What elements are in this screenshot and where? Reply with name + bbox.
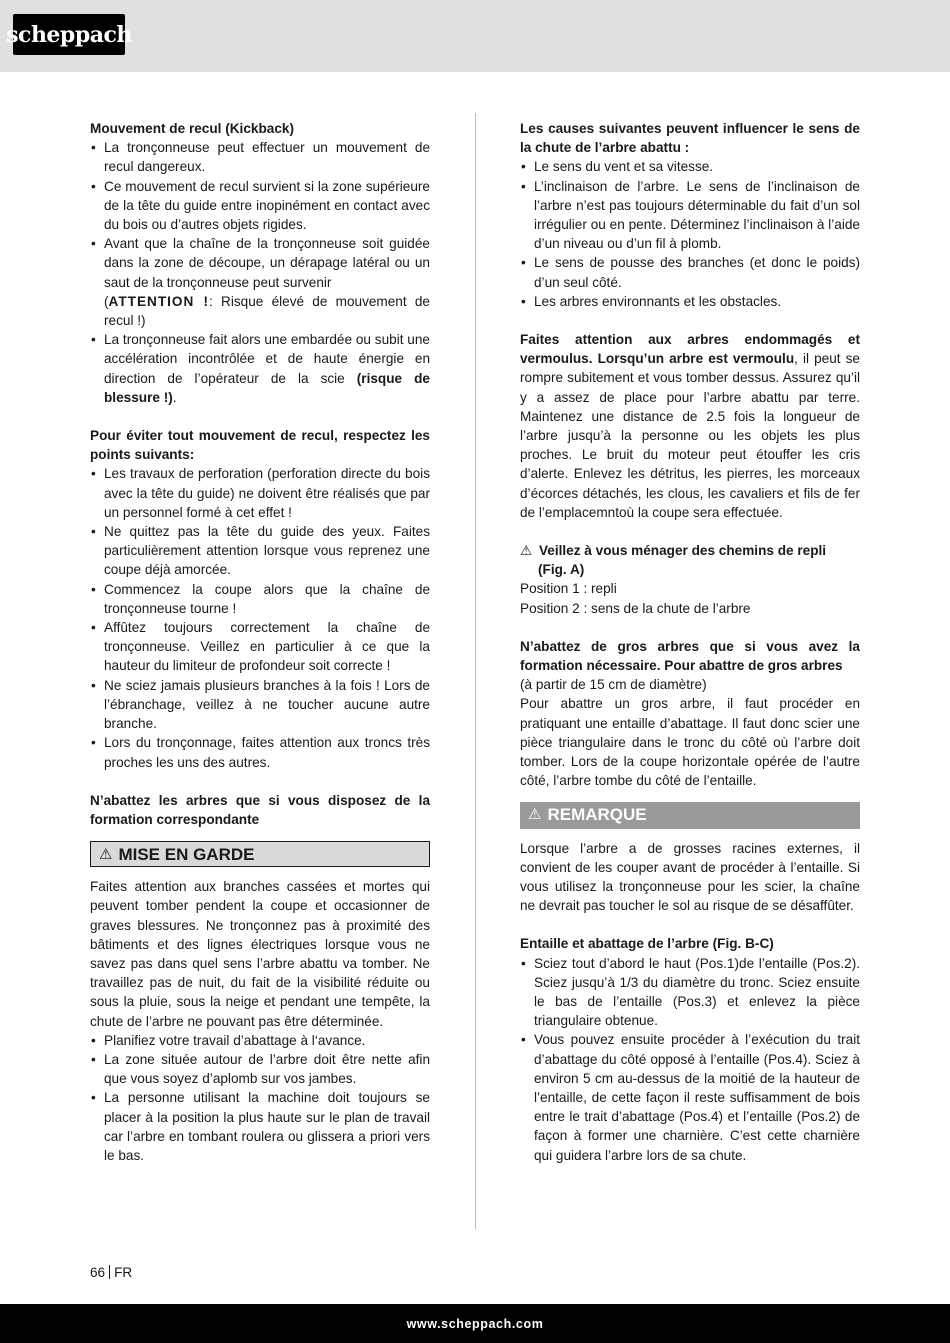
big-trees-subheading: (à partir de 15 cm de diamètre) <box>520 677 707 693</box>
note-box <box>520 802 860 829</box>
big-trees-text: Pour abattre un gros arbre, il faut procéder en pratiquant une entaille d’abattage. Il faut donc scier une pièce triangulaire dans le tronc du côté où l’arbre doit tomber. Lors de la coupe horizontale opérée de l’autre côté, l’arbre tombe du côté de l’entaille. <box>520 696 860 789</box>
list-item: • Lors du tronçonnage, faites attention aux troncs très proches les uns des autres. <box>90 733 430 771</box>
list-item: • Ne sciez jamais plusieurs branches à la fois ! Lors de l’ébranchage, veillez à ne toucher aucune autre branche. <box>90 676 430 734</box>
page-number: 66 <box>90 1265 106 1280</box>
column-divider <box>475 113 476 1230</box>
list-item: • Le sens de pousse des branches (et donc le poids) d’un seul côté. <box>520 253 860 291</box>
notch-felling-heading: Entaille et abattage de l’arbre (Fig. B-C) <box>520 936 774 952</box>
avoid-kickback-heading: Pour éviter tout mouvement de recul, respectez les points suivants: <box>90 428 430 463</box>
language-code: FR <box>114 1265 133 1280</box>
list-item: • Ne quittez pas la tête du guide des yeux. Faites particulièrement attention lorsque vous reprenez une coupe déjà amorcée. <box>90 522 430 580</box>
attention-label: ATTENTION ! <box>108 293 210 309</box>
list-item: • La tronçonneuse fait alors une embardée ou subit une accélération incontrôlée et de haute énergie en direction de l’opérateur de la scie (risque de blessure !). <box>90 330 430 407</box>
header-band <box>0 0 950 72</box>
right-column <box>520 119 860 1165</box>
list-item: • Avant que la chaîne de la tronçonneuse soit guidée dans la zone de découpe, un dérapage latéral ou un saut de la tronçonneuse peut survenir (ATTENTION !: Risque élevé de mouvement de recul !) <box>90 234 430 330</box>
list-item: • Vous pouvez ensuite procéder à l’exécution du trait d’abattage du côté opposé à l’entaille (Pos.4). Sciez à environ 5 cm au-dessus de la moitié de la hauteur de l’entaille, de cette façon il reste suffisamment de bois entre le trait d’abattage (Pos.4) et l’entaille (Pos.2) de façon à former une charnière. C’est cette charnière qui guidera l’arbre lors de sa chute. <box>520 1030 860 1164</box>
damaged-trees-paragraph <box>520 330 860 522</box>
warning-triangle-icon: ⚠ <box>520 543 533 559</box>
list-item: • L’inclinaison de l’arbre. Le sens de l’inclinaison de l’arbre n’est pas toujours déterminable du fait d’un sol irrégulier ou en pente. Déterminez l’inclinaison à l’aide d’un niveau ou d’un fil à plomb. <box>520 177 860 254</box>
note-label: REMARQUE <box>547 805 647 825</box>
list-item: • Ce mouvement de recul survient si la zone supérieure de la tête du guide entre inopinément en contact avec du bois ou d’autres objets rigides. <box>90 177 430 235</box>
list-item: • Les arbres environnants et les obstacles. <box>520 292 860 311</box>
position-1-text: Position 1 : repli <box>520 581 617 597</box>
list-item: • Planifiez votre travail d’abattage à l‘avance. <box>90 1031 430 1050</box>
warning-box <box>90 841 430 867</box>
escape-routes-figure-ref: (Fig. A) <box>538 562 585 578</box>
list-item-text: Avant que la chaîne de la tronçonneuse soit guidée dans la zone de découpe, un dérapage latéral ou un saut de la tronçonneuse peut survenir <box>104 236 430 290</box>
list-item-text: La tronçonneuse fait alors une embardée ou subit une accélération incontrôlée et de haute énergie en direction de l’opérateur de la scie <box>104 332 430 386</box>
list-item: • Commencez la coupe alors que la chaîne de tronçonneuse tourne ! <box>90 580 430 618</box>
warning-list <box>90 1031 430 1165</box>
big-trees-heading: N’abattez de gros arbres que si vous avez la formation nécessaire. Pour abattre de gros arbres <box>520 638 860 674</box>
avoid-kickback-list <box>90 464 430 771</box>
warning-text: Faites attention aux branches cassées et mortes qui peuvent tomber pendent la coupe et occasionner de graves blessures. Ne tronçonnez pas à proximité des bâtiments et des lignes électriques lorsque vous ne savez pas dans quel sens l’arbre abattu va tomber. Ne travaillez pas de nuit, du fait de la visibilité réduite ou sous la pluie, sous la neige et pendant une tempête, la chute de l’arbre ne pouvant pas être déterminée. <box>90 879 430 1029</box>
list-item: • Affûtez toujours correctement la chaîne de tronçonneuse. Veillez en particulier à ce que la hauteur du limiteur de profondeur soit correcte ! <box>90 618 430 676</box>
list-item: • Sciez tout d’abord le haut (Pos.1)de l’entaille (Pos.2). Sciez jusqu’à 1/3 du diamètre du tronc. Sciez ensuite le bas de l’entaille (Pos.3) et enlevez la pièce triangulaire obtenue. <box>520 954 860 1031</box>
list-item: • La personne utilisant la machine doit toujours se placer à la position la plus haute sur le plan de travail car l’arbre en tombant roulera ou glissera a priori vers le bas. <box>90 1088 430 1165</box>
scheppach-logo: scheppach <box>13 14 125 55</box>
fall-causes-heading: Les causes suivantes peuvent influencer le sens de la chute de l’arbre abattu : <box>520 121 860 156</box>
training-heading: N’abattez les arbres que si vous disposez de la formation correspondante <box>90 792 430 827</box>
notch-felling-list <box>520 954 860 1165</box>
list-item: • La zone située autour de l’arbre doit être nette afin que vous soyez d’aplomb sur vos jambes. <box>90 1050 430 1088</box>
damaged-trees-heading: Faites attention aux arbres endommagés et vermoulus. Lorsqu’un arbre est vermoulu <box>520 332 860 367</box>
warning-triangle-icon: ⚠ <box>528 806 542 824</box>
kickback-list <box>90 138 430 407</box>
list-item: • Le sens du vent et sa vitesse. <box>520 157 860 176</box>
injury-risk-label: (risque de blessure !) <box>104 370 430 405</box>
note-text: Lorsque l’arbre a de grosses racines externes, il convient de les couper avant de procéder à l’entaille. Si vous utilisez la tronçonneuse pour les scier, la chaîne ne devrait pas toucher le sol au risque de se désaffûter. <box>520 840 860 914</box>
fall-causes-list <box>520 157 860 311</box>
footer-separator <box>109 1265 110 1279</box>
kickback-heading: Mouvement de recul (Kickback) <box>90 121 294 136</box>
list-item: • La tronçonneuse peut effectuer un mouvement de recul dangereux. <box>90 138 430 176</box>
left-column <box>90 119 430 1165</box>
warning-label: MISE EN GARDE <box>118 844 255 864</box>
list-item: • Les travaux de perforation (perforation directe du bois avec la tête du guide) ne doivent être réalisés que par un personnel formé à cet effet ! <box>90 464 430 522</box>
damaged-trees-text: , il peut se rompre subitement et vous tomber dessus. Assurez qu’il y a assez de place pour l’arbre abattu par terre. Maintenez une distance de 2.5 fois la longueur de l’arbre jusqu’à la personne ou les objets les plus proches. Le bruit du moteur peut étouffer les cris d’alerte. Enlevez les détritus, les pierres, les morceaux d’écorces détachés, les clous, les cavaliers et fils de fer de l’emplacemntoù la coupe sera effectuée. <box>520 351 860 520</box>
website-url[interactable]: www.scheppach.com <box>406 1316 544 1331</box>
escape-routes-heading: ⚠ Veillez à vous ménager des chemins de repli <box>520 543 827 559</box>
warning-triangle-icon: ⚠ <box>99 845 113 863</box>
page-number-footer <box>90 1265 132 1280</box>
footer-band <box>0 1304 950 1343</box>
position-2-text: Position 2 : sens de la chute de l’arbre <box>520 600 751 616</box>
